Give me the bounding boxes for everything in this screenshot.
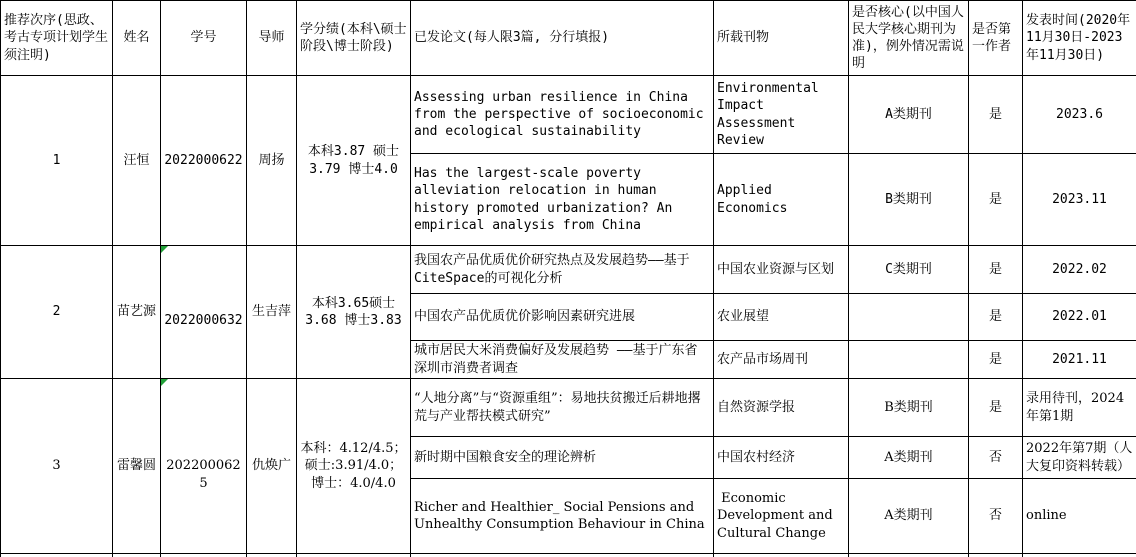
cell-core-2-1[interactable]: C类期刊 bbox=[849, 246, 969, 294]
student-2-paper-1-row bbox=[1, 246, 1136, 294]
cell-journal-2-2[interactable]: 农业展望 bbox=[714, 294, 849, 341]
cell-student-id-3[interactable] bbox=[161, 379, 247, 554]
cell-gpa-2[interactable]: 本科3.65硕士3.68 博士3.83 bbox=[297, 246, 411, 379]
header-gpa[interactable]: 学分绩(本科\硕士阶段\博士阶段) bbox=[297, 1, 411, 76]
cell-paper-title-2-1[interactable]: 我国农产品优质优价研究热点及发展趋势——基于CiteSpace的可视化分析 bbox=[411, 246, 714, 294]
cell-paper-title-3-3[interactable]: Richer and Healthier_ Social Pensions and Unhealthy Consumption Behaviour in China bbox=[411, 479, 714, 554]
cell-name-2[interactable]: 苗艺源 bbox=[113, 246, 161, 379]
header-advisor[interactable]: 导师 bbox=[247, 1, 297, 76]
cell-advisor-1[interactable]: 周扬 bbox=[247, 76, 297, 246]
cell-student-id-1[interactable]: 2022000622 bbox=[161, 76, 247, 246]
cell-name-1[interactable]: 汪恒 bbox=[113, 76, 161, 246]
cell-error-indicator-icon bbox=[161, 246, 168, 253]
cell-advisor-2[interactable]: 生吉萍 bbox=[247, 246, 297, 379]
empty-cell[interactable] bbox=[161, 554, 247, 557]
empty-cell[interactable] bbox=[247, 554, 297, 557]
student-1-paper-1-row bbox=[1, 76, 1136, 154]
empty-cell[interactable] bbox=[411, 554, 714, 557]
cell-journal-1-1[interactable]: Environmental Impact Assessment Review bbox=[714, 76, 849, 154]
student-3-paper-1-row bbox=[1, 379, 1136, 437]
empty-cell[interactable] bbox=[1, 554, 113, 557]
cell-first-author-3-2[interactable]: 否 bbox=[969, 437, 1023, 479]
empty-cell[interactable] bbox=[849, 554, 969, 557]
empty-cell[interactable] bbox=[969, 554, 1023, 557]
cell-error-indicator-icon bbox=[161, 379, 168, 386]
empty-cell[interactable] bbox=[1023, 554, 1136, 557]
empty-cell[interactable] bbox=[714, 554, 849, 557]
cell-core-3-3[interactable]: A类期刊 bbox=[849, 479, 969, 554]
cell-journal-2-3[interactable]: 农产品市场周刊 bbox=[714, 341, 849, 379]
cell-first-author-2-1[interactable]: 是 bbox=[969, 246, 1023, 294]
cell-paper-title-1-1[interactable]: Assessing urban resilience in China from the perspective of socioeconomic and ecological sustainability bbox=[411, 76, 714, 154]
cell-core-2-3[interactable] bbox=[849, 341, 969, 379]
cell-journal-3-1[interactable]: 自然资源学报 bbox=[714, 379, 849, 437]
cell-core-1-1[interactable]: A类期刊 bbox=[849, 76, 969, 154]
cell-first-author-3-3[interactable]: 否 bbox=[969, 479, 1023, 554]
header-student-id[interactable]: 学号 bbox=[161, 1, 247, 76]
cell-journal-3-3[interactable]: Economic Development and Cultural Change bbox=[714, 479, 849, 554]
header-order[interactable]: 推荐次序(思政、考古专项计划学生须注明) bbox=[1, 1, 113, 76]
cell-student-id-2[interactable] bbox=[161, 246, 247, 379]
cell-first-author-3-1[interactable]: 是 bbox=[969, 379, 1023, 437]
cell-core-3-1[interactable]: B类期刊 bbox=[849, 379, 969, 437]
cell-order-1[interactable]: 1 bbox=[1, 76, 113, 246]
cell-first-author-1-1[interactable]: 是 bbox=[969, 76, 1023, 154]
cell-core-3-2[interactable]: A类期刊 bbox=[849, 437, 969, 479]
cell-gpa-1[interactable]: 本科3.87 硕士3.79 博士4.0 bbox=[297, 76, 411, 246]
cell-pub-date-2-1[interactable]: 2022.02 bbox=[1023, 246, 1136, 294]
cell-pub-date-3-2[interactable]: 2022年第7期（人大复印资料转载） bbox=[1023, 437, 1136, 479]
cell-pub-date-2-2[interactable]: 2022.01 bbox=[1023, 294, 1136, 341]
cell-journal-1-2[interactable]: Applied Economics bbox=[714, 154, 849, 246]
cell-first-author-2-2[interactable]: 是 bbox=[969, 294, 1023, 341]
cell-paper-title-1-2[interactable]: Has the largest-scale poverty alleviation relocation in human history promoted urbanization? An empirical analysis from China bbox=[411, 154, 714, 246]
partial-next-row bbox=[1, 554, 1136, 557]
student-id-value: 2022000625 bbox=[166, 458, 241, 491]
header-pub-date[interactable]: 发表时间(2020年11月30日-2023年11月30日) bbox=[1023, 1, 1136, 76]
cell-order-3[interactable]: 3 bbox=[1, 379, 113, 554]
student-id-value: 2022000632 bbox=[164, 313, 243, 328]
cell-core-1-2[interactable]: B类期刊 bbox=[849, 154, 969, 246]
cell-pub-date-3-3[interactable]: online bbox=[1023, 479, 1136, 554]
cell-first-author-1-2[interactable]: 是 bbox=[969, 154, 1023, 246]
cell-core-2-2[interactable] bbox=[849, 294, 969, 341]
cell-paper-title-2-3[interactable]: 城市居民大米消费偏好及发展趋势 ——基于广东省深圳市消费者调查 bbox=[411, 341, 714, 379]
header-journal[interactable]: 所载刊物 bbox=[714, 1, 849, 76]
cell-journal-3-2[interactable]: 中国农村经济 bbox=[714, 437, 849, 479]
header-row bbox=[1, 1, 1136, 76]
cell-paper-title-2-2[interactable]: 中国农产品优质优价影响因素研究进展 bbox=[411, 294, 714, 341]
cell-name-3[interactable]: 雷馨圆 bbox=[113, 379, 161, 554]
cell-first-author-2-3[interactable]: 是 bbox=[969, 341, 1023, 379]
cell-gpa-3[interactable]: 本科：4.12/4.5；硕士:3.91/4.0；博士：4.0/4.0 bbox=[297, 379, 411, 554]
empty-cell[interactable] bbox=[297, 554, 411, 557]
cell-paper-title-3-1[interactable]: “人地分离”与“资源重组”：易地扶贫搬迁后耕地撂荒与产业帮扶模式研究” bbox=[411, 379, 714, 437]
empty-cell[interactable] bbox=[113, 554, 161, 557]
header-core[interactable]: 是否核心(以中国人民大学核心期刊为准)，例外情况需说明 bbox=[849, 1, 969, 76]
header-first-author[interactable]: 是否第一作者 bbox=[969, 1, 1023, 76]
cell-pub-date-2-3[interactable]: 2021.11 bbox=[1023, 341, 1136, 379]
cell-paper-title-3-2[interactable]: 新时期中国粮食安全的理论辨析 bbox=[411, 437, 714, 479]
cell-advisor-3[interactable]: 仇焕广 bbox=[247, 379, 297, 554]
cell-order-2[interactable]: 2 bbox=[1, 246, 113, 379]
cell-pub-date-3-1[interactable]: 录用待刊，2024年第1期 bbox=[1023, 379, 1136, 437]
header-papers[interactable]: 已发论文(每人限3篇, 分行填报) bbox=[411, 1, 714, 76]
header-name[interactable]: 姓名 bbox=[113, 1, 161, 76]
cell-pub-date-1-2[interactable]: 2023.11 bbox=[1023, 154, 1136, 246]
cell-pub-date-1-1[interactable]: 2023.6 bbox=[1023, 76, 1136, 154]
cell-journal-2-1[interactable]: 中国农业资源与区划 bbox=[714, 246, 849, 294]
